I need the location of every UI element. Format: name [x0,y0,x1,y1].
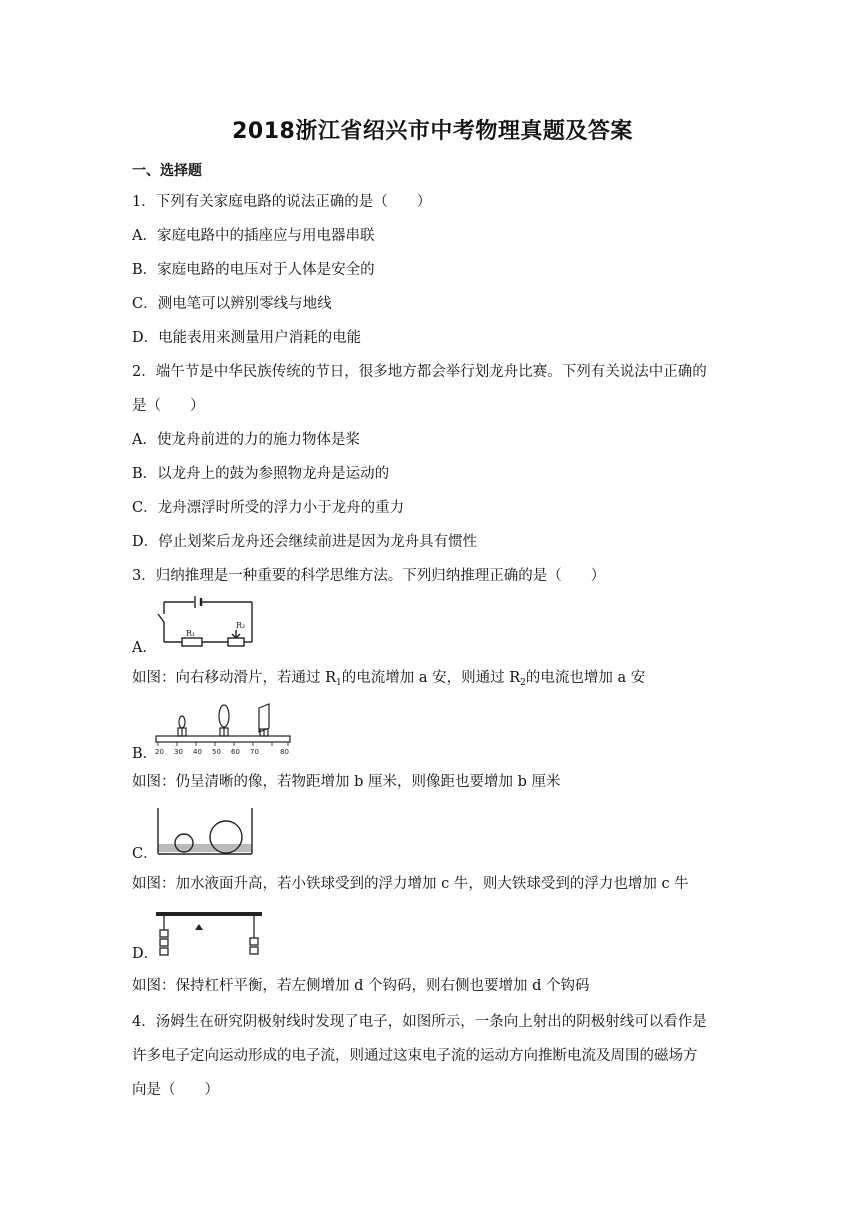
tick-label: 80 [280,748,289,756]
question-3-option-d-label: D． [132,946,159,962]
question-2-option-d: D．停止划桨后龙舟还会继续前进是因为龙舟具有惯性 [132,534,478,550]
page-title: 2018浙江省绍兴市中考物理真题及答案 [232,119,633,144]
tick-label: 40 [193,748,202,756]
section-heading: 一、选择题 [132,163,202,179]
question-2-option-b: B．以龙舟上的鼓为参照物龙舟是运动的 [132,466,390,482]
circuit-diagram [152,594,262,652]
tick-label: 60 [231,748,240,756]
tick-label: 70 [250,748,259,756]
question-3-option-a-desc: 如图：向右移动滑片，若通过 $R_1$的电流增加 a 安，则通过 $R_2$的电流也增加 a 安 [132,670,646,688]
question-4-line2: 许多电子定向运动形成的电子流，则通过这束电子流的运动方向推断电流及周围的磁场方 [132,1048,698,1064]
tick-label: 20 [155,748,164,756]
question-3-option-c-desc: 如图：加水液面升高，若小铁球受到的浮力增加 c 牛，则大铁球受到的浮力也增加 c 牛 [132,876,689,892]
question-1-option-d: D．电能表用来测量用户消耗的电能 [132,330,362,346]
question-1-option-a: A．家庭电路中的插座应与用电器串联 [132,228,375,244]
question-2-option-a: A．使龙舟前进的力的施力物体是桨 [132,432,360,448]
lever-diagram [154,908,266,958]
question-3-option-b-desc: 如图：仍呈清晰的像，若物距增加 b 厘米，则像距也要增加 b 厘米 [132,774,561,790]
question-3-option-b-label: B． [132,746,158,762]
tick-label: 50 [212,748,221,756]
r2-label: R₂ [236,621,246,630]
question-2-stem-line1: 2．端午节是中华民族传统的节日，很多地方都会举行划龙舟比赛。下列有关说法中正确的 [132,364,707,380]
question-4-line3: 向是（ ） [132,1082,219,1098]
question-1-option-b: B．家庭电路的电压对于人体是安全的 [132,262,375,278]
question-3-option-a-label: A． [132,640,157,656]
container-balls-diagram [156,806,256,858]
r1-label: R₁ [186,629,196,638]
question-3-option-c-label: C． [132,846,158,862]
question-4-line1: 4．汤姆生在研究阴极射线时发现了电子，如图所示，一条向上射出的阴极射线可以看作是 [132,1014,707,1030]
question-3-option-d-desc: 如图：保持杠杆平衡，若左侧增加 d 个钩码，则右侧也要增加 d 个钩码 [132,978,590,994]
question-3-stem: 3．归纳推理是一种重要的科学思维方法。下列归纳推理正确的是（ ） [132,568,606,584]
tick-label: 30 [174,748,183,756]
optical-bench-diagram [154,696,296,758]
question-2-stem-line2: 是（ ） [132,398,205,414]
question-1-stem: 1．下列有关家庭电路的说法正确的是（ ） [132,194,432,210]
question-2-option-c: C．龙舟漂浮时所受的浮力小于龙舟的重力 [132,500,405,516]
question-1-option-c: C．测电笔可以辨别零线与地线 [132,296,332,312]
